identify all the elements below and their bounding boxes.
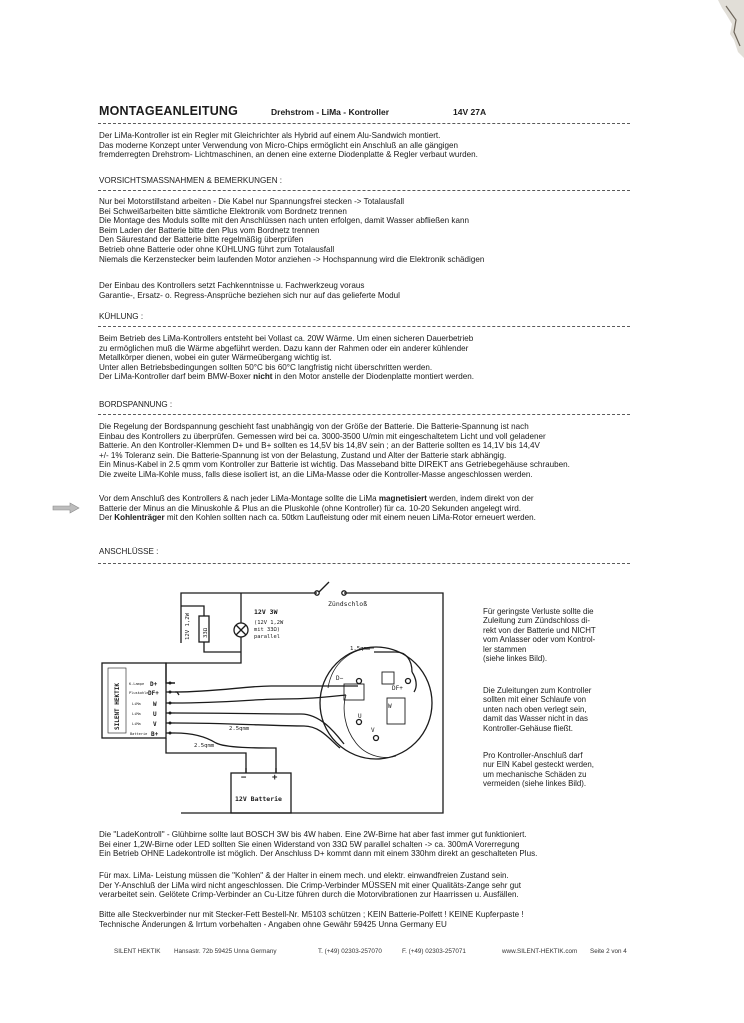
alternator-terminal-block [382, 672, 394, 684]
magnetize-line [99, 494, 536, 504]
voltage-line: Ein Minus-Kabel in 2.5 qmm vom Kontroller zur Batterie ist wichtig. Das Masseband bitte DIREKT ans Getriebegehäuse schrauben. [99, 460, 570, 470]
text-run: werden, indem direkt von der [426, 494, 534, 503]
voltage-line: +/- 1% Toleranz sein. Die Batterie-Spannung ist von der Belastung, Zustand und Alter der Batterie stark abhängig. [99, 450, 507, 460]
footer-company: SILENT HEKTIK [114, 948, 161, 955]
note-line: unten nach oben verlegt sein, [483, 704, 587, 714]
precaution-line: Niemals die Kerzenstecker beim laufenden Motor anziehen -> Hochspannung wird die Elektronik schädigen [99, 254, 485, 264]
cooling-heading: KÜHLUNG : [99, 312, 144, 321]
intro-line: Der LiMa-Kontroller ist ein Regler mit Gleichrichter als Hybrid auf einem Alu-Sandwich montiert. [99, 131, 441, 140]
connector-paragraph [99, 910, 524, 929]
bulb-note: (12V 1,2W [254, 620, 284, 626]
battery-plus-label: + [272, 773, 278, 783]
alternator-housing [320, 647, 432, 759]
battery-label: 12V Batterie [235, 795, 282, 803]
module-name: SILENT HEKTIK [114, 683, 121, 730]
cooling-line: Metallkörper dienen, wobei ein guter Wärmeübergang wichtig ist. [99, 353, 332, 363]
mount-hole [357, 679, 362, 684]
footer-phone: T. (+49) 02303-257070 [318, 948, 382, 955]
module-terminal: W [153, 701, 157, 708]
df-link-wire [412, 672, 416, 692]
footer-fax: F. (+49) 02303-257071 [402, 948, 466, 955]
ground-wire [181, 593, 443, 813]
alternator-detail [328, 648, 374, 688]
cooling-boxer-line [99, 372, 474, 382]
voltage-line: Die zweite LiMa-Kohle muss, falls diese isoliert ist, an die LiMa-Masse oder die Kontroller-Masse angeschlossen werden. [99, 469, 533, 479]
wire-label-25: 2.5qmm [194, 743, 215, 749]
u-wire [175, 713, 344, 744]
intro-line: Das moderne Konzept unter Verwendung von Micro-Chips ermöglicht ein Anschluß an alle gängigen [99, 140, 459, 150]
note-line: Zuleitung zum Zündschloss di- [483, 616, 591, 626]
note-line: rekt von der Batterie und NICHT [483, 625, 596, 635]
cooling-line: zu ermöglichen muß die Wärme abgeführt werden. Dazu kann der Rahmen oder ein anderer kühlender [99, 343, 469, 353]
emphasis: magnetisiert [378, 494, 427, 503]
bulb-note: mit 33Ω) [254, 627, 280, 633]
voltage-line: Die Regelung der Bordspannung geschieht fast unabhängig von der Größe der Batterie. Die Batterie-Spannung ist nach [99, 422, 529, 431]
alternator-terminal-label: U [358, 713, 362, 720]
note-line: ler stammen [483, 644, 527, 654]
footer-website[interactable]: www.SILENT-HEKTIK.com [502, 948, 578, 955]
alternator-brush-holder [387, 698, 405, 724]
terminal-dot [169, 702, 172, 705]
supply-wire [181, 593, 317, 643]
arrow-right-icon [52, 502, 80, 514]
ignition-label: Zündschloß [328, 600, 368, 608]
module-terminal: D+ [150, 681, 158, 688]
voltage-line: Einbau des Kontrollers zu überprüfen. Gemessen wird bei ca. 3000-3500 U/min mit eingeschaltetem Licht und voll geladener [99, 431, 546, 441]
divider [98, 190, 630, 191]
footer-page-number: Seite 2 von 4 [590, 948, 627, 955]
note-line: sollten mit einer Schlaufe von [483, 695, 587, 705]
note-line: Pro Kontroller-Anschluß darf [483, 751, 583, 760]
board-voltage-text [99, 422, 570, 480]
df-wire [175, 686, 358, 692]
precaution-line: Nur bei Motorstillstand arbeiten - Die Kabel nur Spannungsfrei stecken -> Totalausfall [99, 197, 405, 206]
note-line: vermeiden (siehe linkes Bild). [483, 779, 587, 789]
module-terminal: B+ [151, 731, 159, 738]
emphasis: Kohlenträger [114, 513, 165, 523]
divider [98, 326, 630, 327]
torn-corner-decoration [684, 0, 744, 60]
module-row-label: LiMa [132, 722, 141, 726]
connections-heading: ANSCHLÜSSE : [99, 547, 159, 556]
precaution-line: Bei Schweißarbeiten bitte sämtliche Elektronik vom Bordnetz trennen [99, 206, 347, 216]
text-run: Vor dem Anschluß des Kontrollers & nach jeder LiMa-Montage sollte die LiMa [99, 494, 379, 503]
mount-hole [374, 736, 379, 741]
d-link-wire [374, 652, 412, 672]
doc-voltage: 14V 27A [453, 107, 487, 117]
wire-label-15: 1.5qmm [350, 646, 371, 652]
text-run: Der [99, 513, 115, 523]
note-line: Für geringste Verluste sollte die [483, 607, 594, 616]
text-run: in den Motor anstelle der Diodenplatte montiert werden. [272, 372, 475, 382]
wiring-diagram [96, 568, 476, 820]
battery [231, 773, 291, 813]
module-terminal: U [153, 711, 157, 718]
body-line: Technische Änderungen & Irrtum vorbehalten - Angaben ohne Gewähr 59425 Unna Germany EU [99, 919, 447, 929]
note-line: um mechanische Schäden zu [483, 769, 587, 779]
cooling-line: Beim Betrieb des LiMa-Kontrollers entsteht bei Vollast ca. 20W Wärme. Um einen sicheren Dauerbetrieb [99, 334, 474, 343]
emphasis: nicht [253, 372, 273, 382]
terminal-dot [169, 691, 172, 694]
wire-label-25: 2.5qmm [229, 726, 250, 732]
board-voltage-heading: BORDSPANNUNG : [99, 400, 173, 409]
note-line: (siehe linkes Bild). [483, 654, 548, 664]
module-row-label: LiMa [132, 712, 141, 716]
side-note-supply [483, 607, 596, 663]
note-line: damit das Wasser nicht in das [483, 714, 588, 724]
side-note-cable [483, 751, 594, 789]
body-line: Ein Betrieb OHNE Ladekontrolle ist möglich. Der Anschluss D+ kommt dann mit einem 330hm direkt an geschalteten Plus. [99, 849, 538, 859]
side-note-loop [483, 686, 591, 733]
precaution-note: Der Einbau des Kontrollers setzt Fachkenntnisse u. Fachwerkzeug voraus [99, 281, 365, 290]
battery-minus-label: − [241, 773, 247, 783]
terminal-dot [169, 732, 172, 735]
mount-hole [357, 720, 362, 725]
alternator-terminal-label: D− [336, 675, 344, 682]
note-line: nur EIN Kabel gesteckt werden, [483, 760, 594, 770]
module-terminal: V [153, 721, 157, 728]
brush-paragraph [99, 871, 521, 900]
module-row-label: LiMa [132, 702, 141, 706]
module-row-label: Pluskohle [129, 691, 149, 695]
magnetize-text [99, 494, 536, 523]
alternator-terminal-label: W [388, 703, 392, 710]
note-line: vom Anlasser oder vom Kontrol- [483, 635, 596, 645]
ignition-switch-lever [319, 582, 329, 592]
precaution-line: Betrieb ohne Batterie oder ohne KÜHLUNG führt zum Totalausfall [99, 244, 335, 254]
precautions-heading: VORSICHTSMASSNAHMEN & BEMERKUNGEN : [99, 176, 283, 185]
mount-hole [406, 679, 411, 684]
precaution-line: Beim Laden der Batterie bitte den Plus vom Bordnetz trennen [99, 225, 320, 235]
brush-line [99, 513, 536, 523]
intro-text [99, 131, 478, 160]
resistor-value: 33Ω [203, 627, 209, 638]
precautions-list [99, 197, 484, 264]
doc-subtitle: Drehstrom - LiMa - Kontroller [271, 107, 390, 117]
text-run: mit den Kohlen sollten nach ca. 50tkm Laufleistung oder mit einem neuen LiMa-Rotor erneuert werden. [164, 513, 536, 523]
body-line: Für max. LiMa- Leistung müssen die "Kohlen" & der Halter in einem mech. und elektr. einwandfreien Zustand sein. [99, 871, 509, 880]
precaution-line: Den Säurestand der Batterie bitte regelmäßig überprüfen [99, 235, 304, 245]
d-plus-wire [166, 652, 241, 683]
body-line: Die "LadeKontroll" - Glühbirne sollte laut BOSCH 3W bis 4W haben. Eine 2W-Birne hat aber fast immer gut funktioniert. [99, 830, 527, 839]
text-run: Der LiMa-Kontroller darf beim BMW-Boxer [99, 372, 254, 382]
terminal-dot [169, 722, 172, 725]
terminal-dot [169, 712, 172, 715]
footer-address: Hansastr. 72b 59425 Unna Germany [174, 948, 277, 955]
alternator-terminal-label: DF+ [392, 685, 403, 692]
document-header [99, 104, 639, 122]
module-row-label: Batterie [130, 732, 148, 736]
cooling-text [99, 334, 474, 382]
body-line: Der Y-Anschluß der LiMa wird nicht angeschlossen. Die Crimp-Verbinder MÜSSEN mit einer Qualitäts-Zange sehr gut [99, 880, 521, 890]
divider [98, 123, 630, 124]
note-line: Die Zuleitungen zum Kontroller [483, 686, 592, 695]
note-line: Kontroller-Gehäuse fließt. [483, 723, 573, 733]
divider [98, 414, 630, 415]
doc-title: MONTAGEANLEITUNG [99, 104, 239, 118]
intro-line: fremderregten Drehstrom- Lichtmaschinen, an denen eine externe Diodenplatte & Regler verbaut wurden. [99, 150, 478, 160]
body-line: Bei einer 1,2W-Birne oder LED sollten Sie einen Widerstand von 33Ω 5W parallel schalten -> ca. 300mA Vorerregung [99, 839, 520, 849]
cooling-line: Unter allen Betriebsbedingungen sollten 50°C bis 60°C langfristig nicht überschritten werden. [99, 362, 433, 372]
terminal-dot [169, 682, 172, 685]
precautions-notes [99, 281, 400, 300]
divider [98, 563, 630, 564]
module-terminal: DF+ [148, 690, 159, 697]
resistor-wire [204, 642, 241, 652]
magnetize-line: Batterie der Minus an die Minuskohle & Plus an die Pluskohle (ohne Kontroller) für ca. 10-20 Sekunden angelegt wird. [99, 503, 522, 513]
bulb-label: 12V 3W [254, 608, 278, 616]
voltage-line: Batterie. An den Kontroller-Klemmen D+ und B+ sollten es 14,5V bis 14,8V sein ; an der Batterie sollten es 14,1V bis 14,4V [99, 441, 540, 451]
alternator-terminal-label: V [371, 727, 375, 734]
body-line: verarbeitet sein. Gelötete Crimp-Verbinder an Cu-Litze führen durch die Motorvibrationen zur Haarrissen u. Ausfällen. [99, 890, 519, 900]
precaution-note: Garantie-, Ersatz- o. Regress-Ansprüche beziehen sich nur auf das gelieferte Modul [99, 290, 400, 300]
bulb-note: parallel [254, 634, 280, 640]
body-line: Bitte alle Steckverbinder nur mit Stecker-Fett Bestell-Nr. M5103 schützen ; KEIN Batterie-Polfett ! KEINE Kupferpaste ! [99, 910, 524, 919]
bulb-paragraph [99, 830, 537, 859]
resistor-label: 12V 1,2W [185, 613, 191, 640]
module-row-label: K-Lampe [129, 682, 145, 686]
precaution-line: Die Montage des Moduls sollte mit den Anschlüssen nach unten erfolgen, damit Wasser abfließen kann [99, 216, 469, 226]
